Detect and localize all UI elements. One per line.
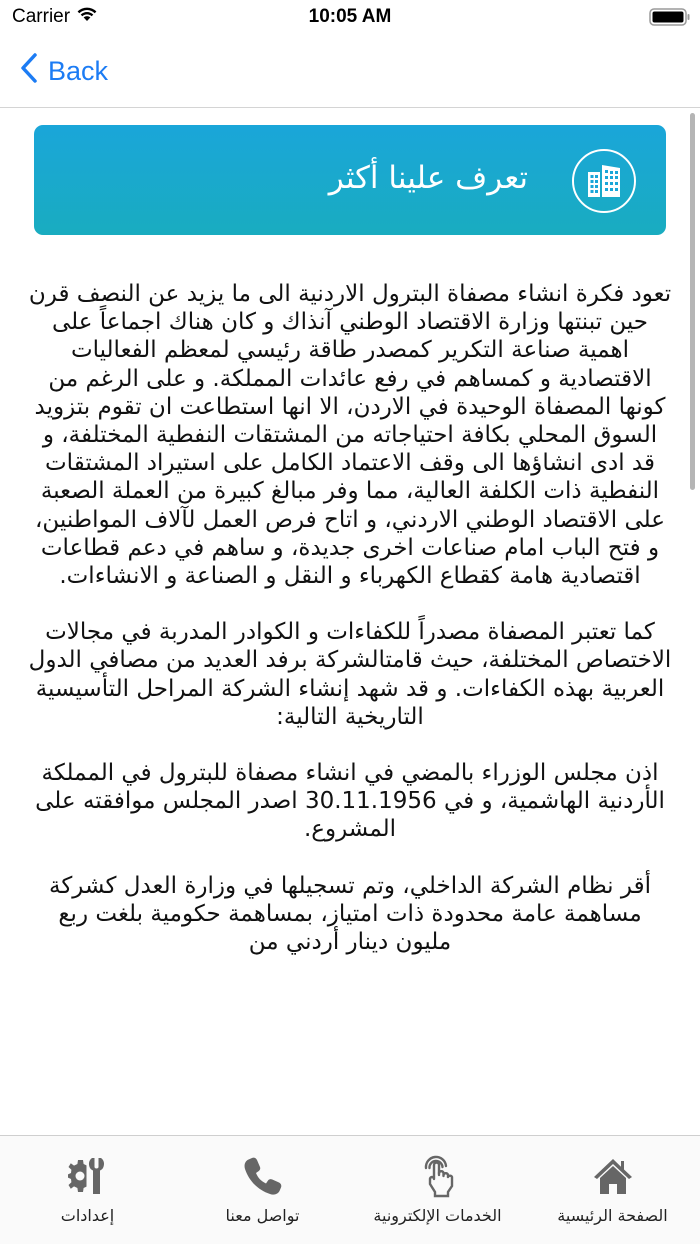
tab-e-services[interactable] bbox=[350, 1136, 525, 1244]
about-us-header-card bbox=[34, 125, 666, 235]
tab-label: تواصل معنا bbox=[225, 1206, 300, 1225]
about-content bbox=[28, 280, 672, 984]
chevron-left-icon bbox=[20, 52, 38, 91]
carrier-label: Carrier bbox=[12, 6, 71, 27]
phone-icon bbox=[241, 1154, 285, 1198]
touch-finger-icon bbox=[416, 1154, 460, 1198]
vertical-scrollbar[interactable] bbox=[690, 113, 695, 490]
buildings-icon bbox=[572, 149, 636, 213]
navigation-bar bbox=[0, 40, 700, 108]
paragraph: اذن مجلس الوزراء بالمضي في انشاء مصفاة للبترول في المملكة الأردنية الهاشمية، و في 30.11.1956 اصدر المجلس موافقته على المشروع. bbox=[35, 760, 665, 843]
paragraph: تعود فكرة انشاء مصفاة البترول الاردنية الى ما يزيد عن النصف قرن حين تبنتها وزارة الاقتصاد الوطني آنذاك و كان هناك اجماعاً على اهمية صناعة التكرير كمصدر طاقة رئيسي لمعظم الفعاليات الاقتصادية و كمساهم في رفع عائدات المملكة. و على الرغم من كونها المصفاة الوحيدة في الاردن، الا انها استطاعت ان تقوم بتزويد السوق المحلي بكافة احتياجاته من المشتقات النفطية المختلفة، و قد ادى انشاؤها الى وقف الاعتماد الكامل على استيراد المشتقات النفطية ذات الكلفة العالية، مما وفر مبالغ كبيرة من العملة الصعبة على الاقتصاد الوطني الاردني، و اتاح فرص العمل لآلاف المواطنين، و فتح الباب امام صناعات اخرى جديدة، و ساهم في دعم قطاعات اقتصادية هامة كقطاع الكهرباء و النقل و الصناعة و الانشاءات. bbox=[28, 281, 672, 590]
tab-label: إعدادات bbox=[60, 1206, 115, 1225]
paragraph: كما تعتبر المصفاة مصدراً للكفاءات و الكوادر المدربة في مجالات الاختصاص المختلفة، حيث قامتالشركة برفد العديد من مصافي الدول العربية بهذه الكفاءات. و قد شهد إنشاء الشركة المراحل التأسيسية التاريخية التالية: bbox=[28, 619, 672, 730]
tab-home[interactable] bbox=[525, 1136, 700, 1244]
battery-full-icon bbox=[649, 8, 691, 26]
back-button[interactable] bbox=[20, 52, 108, 91]
tab-contact-us[interactable] bbox=[175, 1136, 350, 1244]
tab-label: الصفحة الرئيسية bbox=[557, 1206, 668, 1225]
home-icon bbox=[591, 1154, 635, 1198]
paragraph: أقر نظام الشركة الداخلي، وتم تسجيلها في وزارة العدل كشركة مساهمة عامة محدودة ذات امتياز، بمساهمة حكومية بلغت ربع مليون دينار أردني من bbox=[49, 872, 651, 956]
clock: 10:05 AM bbox=[308, 6, 392, 27]
tab-label: الخدمات الإلكترونية bbox=[373, 1206, 502, 1225]
page-title: تعرف علينا أكثر bbox=[328, 160, 528, 196]
back-label: Back bbox=[48, 56, 109, 86]
tab-settings[interactable] bbox=[0, 1136, 175, 1244]
tab-bar bbox=[0, 1135, 700, 1244]
settings-tools-icon bbox=[66, 1154, 110, 1198]
status-bar bbox=[0, 0, 700, 40]
